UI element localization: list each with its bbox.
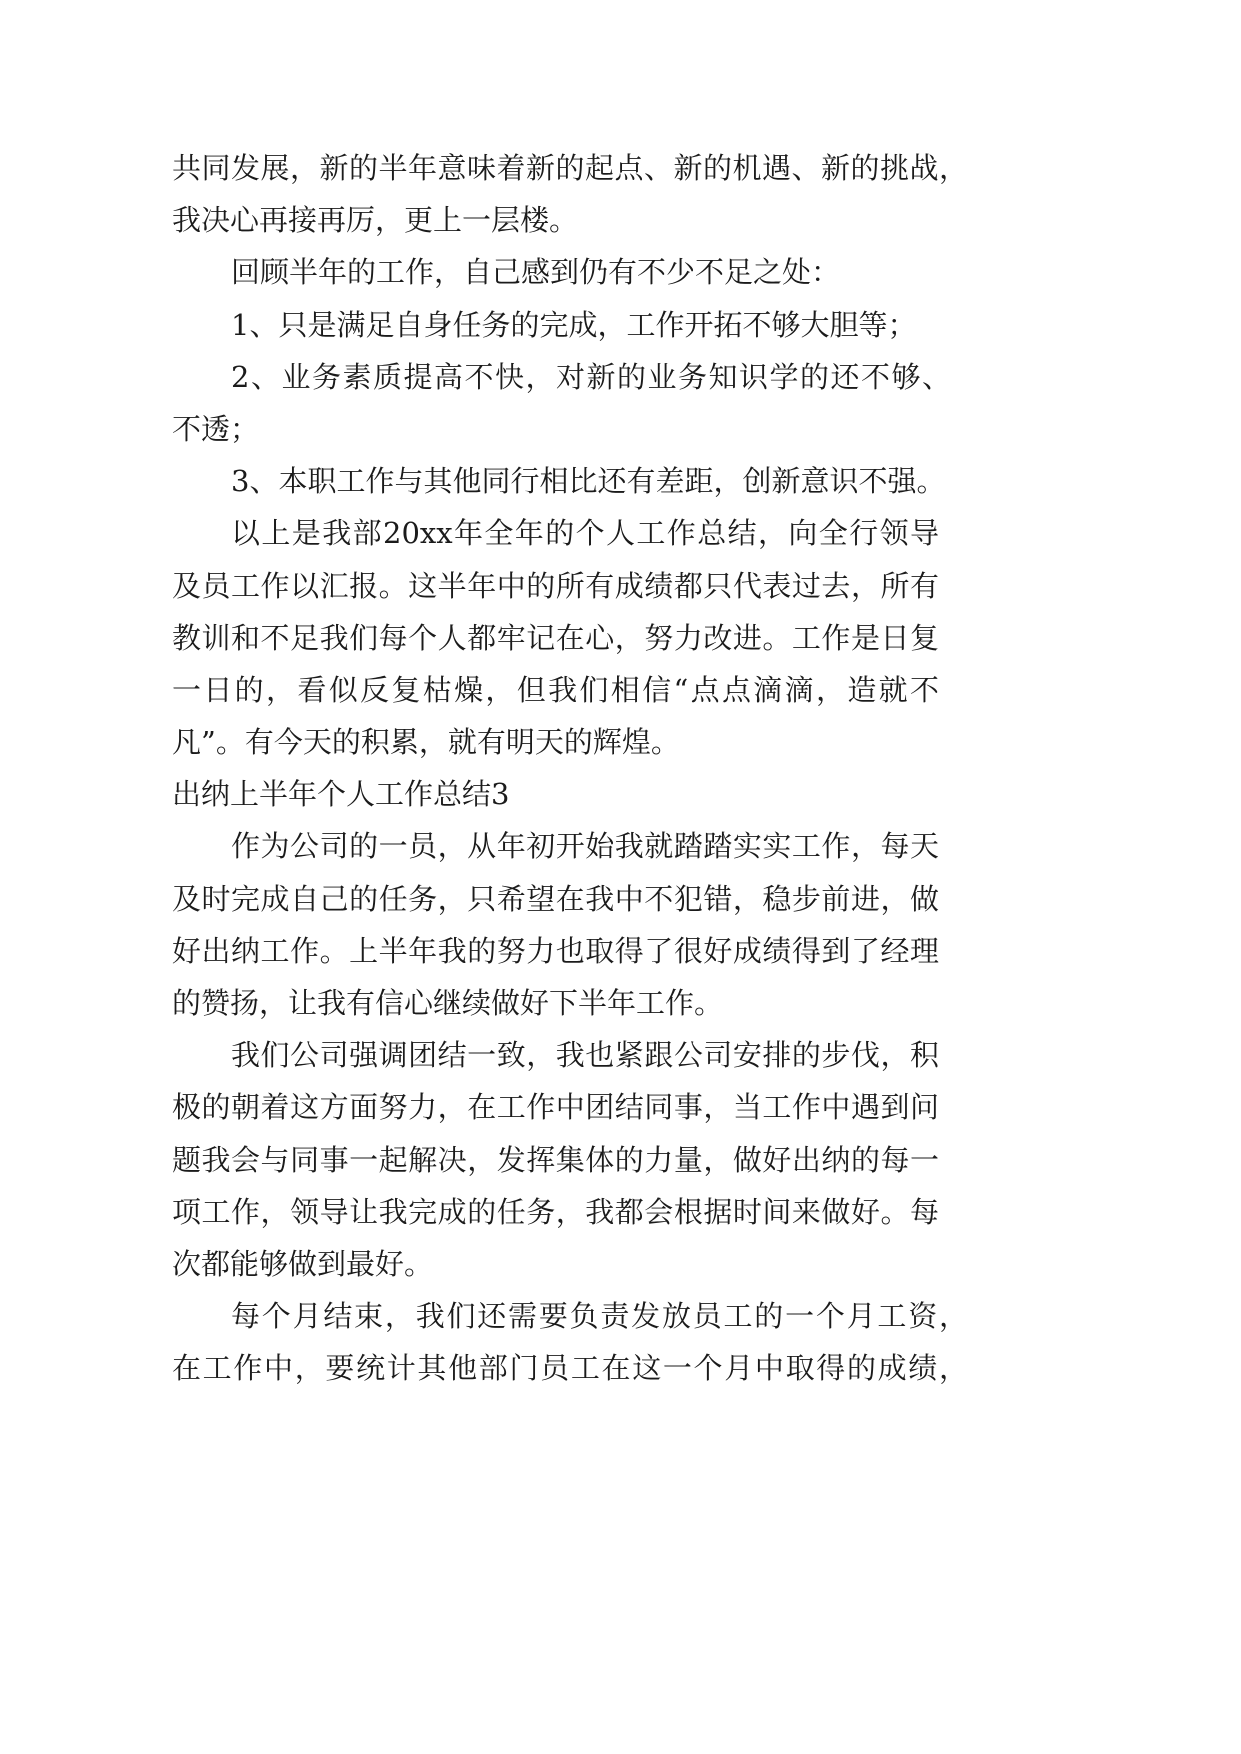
paragraph-line: 项工作，领导让我完成的任务，我都会根据时间来做好。每 [172,1194,939,1229]
paragraph-line: 次都能够做到最好。 [172,1246,434,1281]
list-item-2 [172,351,972,455]
paragraph-line: 3、本职工作与其他同行相比还有差距，创新意识不强。 [231,464,946,499]
document-body [172,142,972,1395]
paragraph-payroll [172,1290,972,1394]
paragraph-teamwork [172,1029,972,1290]
paragraph-line: 凡”。有今天的积累，就有明天的辉煌。 [172,725,680,760]
paragraph-line: 我们公司强调团结一致，我也紧跟公司安排的步伐，积 [231,1038,939,1073]
list-item-1 [172,299,972,351]
paragraph-line: 以上是我部20xx年全年的个人工作总结，向全行领导 [231,516,939,551]
paragraph-shortcomings-intro [172,246,972,298]
list-item-3 [172,455,972,507]
paragraph-line: 在工作中，要统计其他部门员工在这一个月中取得的成绩， [172,1351,968,1386]
paragraph-line: 我决心再接再厉，更上一层楼。 [172,203,579,238]
paragraph-line: 极的朝着这方面努力，在工作中团结同事，当工作中遇到问 [172,1090,939,1125]
paragraph-conclusion [172,507,972,768]
paragraph-line: 题我会与同事一起解决，发挥集体的力量，做好出纳的每一 [172,1142,939,1177]
paragraph-continuation [172,142,972,246]
paragraph-line: 1、只是满足自身任务的完成，工作开拓不够大胆等； [231,307,917,342]
paragraph-line: 不透； [172,411,260,446]
paragraph-line: 教训和不足我们每个人都牢记在心，努力改进。工作是日复 [172,620,939,655]
paragraph-line: 的赞扬，让我有信心继续做好下半年工作。 [172,986,724,1020]
paragraph-line: 2、业务素质提高不快，对新的业务知识学的还不够、 [231,359,951,394]
paragraph-line: 好出纳工作。上半年我的努力也取得了很好成绩得到了经理 [172,933,939,968]
paragraph-intro [172,820,972,1029]
paragraph-line: 及员工作以汇报。这半年中的所有成绩都只代表过去，所有 [172,568,939,603]
paragraph-line: 及时完成自己的任务，只希望在我中不犯错，稳步前进，做 [172,881,939,916]
section-heading: 出纳上半年个人工作总结3 [172,777,510,812]
paragraph-line: 回顾半年的工作，自己感到仍有不少不足之处： [231,255,841,290]
paragraph-line: 一日的，看似反复枯燥，但我们相信“点点滴滴，造就不 [172,672,939,707]
paragraph-line: 共同发展，新的半年意味着新的起点、新的机遇、新的挑战， [172,151,968,185]
paragraph-line: 作为公司的一员，从年初开始我就踏踏实实工作，每天 [231,829,939,864]
paragraph-line: 每个月结束，我们还需要负责发放员工的一个月工资， [231,1299,968,1334]
